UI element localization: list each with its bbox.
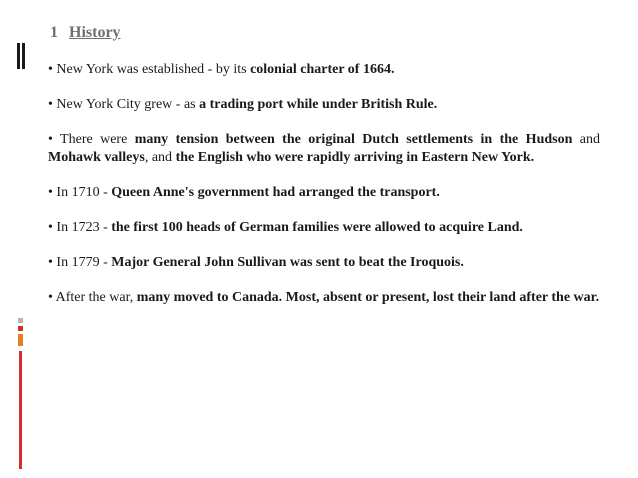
bullet-item: [48, 254, 600, 272]
decorative-square-gray: [18, 318, 23, 323]
bullet-text: New York City grew - as: [52, 97, 200, 112]
bullet-text-bold: a trading port while under British Rule.: [199, 97, 438, 112]
bullet-item: [48, 219, 600, 237]
bullet-text: There were: [52, 132, 135, 147]
bullet-marker: •: [48, 220, 53, 235]
bullet-item: [48, 184, 600, 202]
section-number: 1: [50, 24, 58, 41]
bullet-item: [48, 96, 600, 114]
bullet-text-bold: the first 100 heads of German families were allowed to acquire Land.: [111, 220, 523, 235]
bullet-text: and: [572, 132, 600, 147]
bullet-text-bold: many moved to Canada. Most, absent or present, lost their land after the war.: [136, 290, 600, 305]
section-heading: History: [69, 24, 121, 41]
bullet-text: After the war,: [52, 290, 137, 305]
bullet-text: In 1723 -: [52, 220, 112, 235]
bullet-text-bold: Queen Anne's government had arranged the transport.: [111, 185, 440, 200]
decorative-square-orange: [18, 334, 23, 346]
bullet-marker: •: [48, 255, 53, 270]
bullet-item: [48, 131, 600, 167]
bullet-text-bold: the English who were rapidly arriving in Eastern New York.: [175, 150, 535, 165]
bullet-text: In 1710 -: [52, 185, 112, 200]
bullet-item: [48, 61, 600, 79]
decorative-bar: [22, 43, 25, 69]
bullet-marker: •: [48, 62, 53, 77]
slide-title: [50, 24, 121, 42]
bullet-marker: •: [48, 290, 53, 305]
bullet-text-bold: many tension between the original Dutch settlements in the Hudson: [134, 132, 573, 147]
bullet-marker: •: [48, 185, 53, 200]
bullet-item: [48, 289, 600, 307]
bullet-text-bold: Mohawk valleys: [48, 150, 145, 165]
bullet-text: In 1779 -: [52, 255, 112, 270]
decorative-bar-red: [19, 351, 22, 469]
bullet-list: [48, 61, 600, 307]
bullet-text-bold: Major General John Sullivan was sent to beat the Iroquois.: [111, 255, 464, 270]
bullet-text: , and: [144, 150, 176, 165]
bullet-text: New York was established - by its: [52, 62, 251, 77]
decorative-square-red: [18, 326, 23, 331]
bullet-marker: •: [48, 132, 53, 147]
bullet-text-bold: colonial charter of 1664.: [250, 62, 395, 77]
bullet-marker: •: [48, 97, 53, 112]
decorative-bar: [17, 43, 20, 69]
